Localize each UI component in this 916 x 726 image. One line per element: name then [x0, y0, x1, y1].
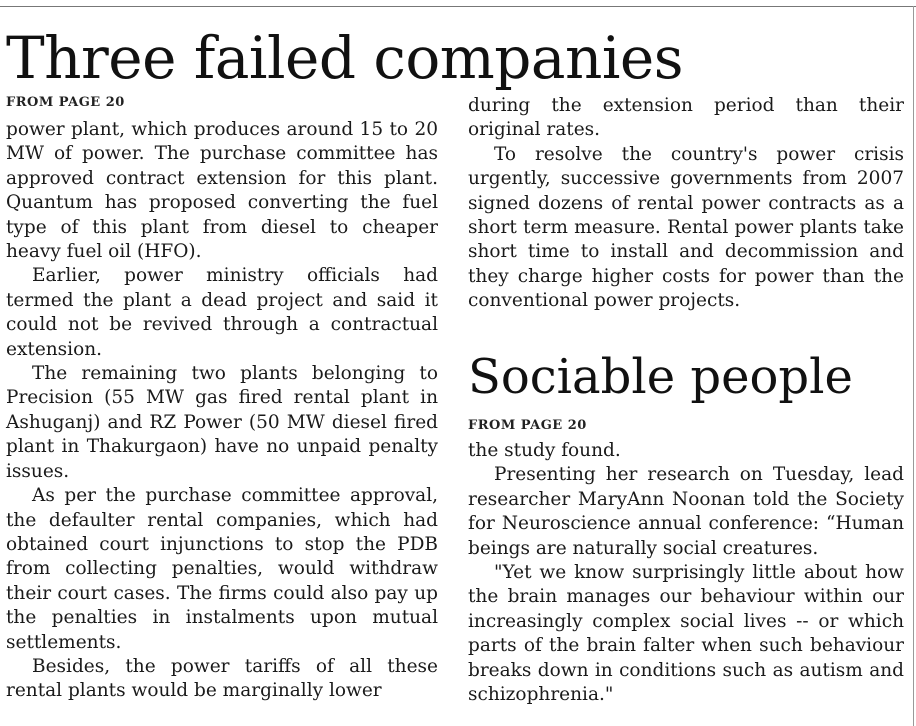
paragraph: As per the purchase committee approval, the defaulter rental companies, which had obtained court injunctions to stop the PDB from collecting penalties, would withdraw their court cases. The firms could also pay up the penalties in instalments upon mutual settlements.: [6, 485, 438, 653]
paragraph: Presenting her research on Tuesday, lead researcher MaryAnn Noonan told the Society for Neuroscience annual conference: “Human beings are naturally social creatures.: [468, 464, 904, 559]
paragraph: To resolve the country's power crisis urgently, successive governments from 2007 signed dozens of rental power contracts as a short term measure. Rental power plants take short time to install and decommission and they charge higher costs for power than the conventional power projects.: [468, 143, 904, 312]
paragraph: the study found.: [468, 440, 621, 461]
headline-sociable-people: Sociable people: [468, 349, 853, 405]
article1-left-column: [6, 118, 438, 704]
article1-right-column: [468, 94, 904, 314]
paragraph: Besides, the power tariffs of all these rental plants would be marginally lower: [6, 655, 438, 702]
headline-three-failed-companies: Three failed companies: [6, 24, 683, 92]
paragraph: Earlier, power ministry officials had termed the plant a dead project and said it could not be revived through a contractual extension.: [6, 265, 438, 360]
jump-line-article1: FROM PAGE 20: [6, 95, 125, 110]
paragraph: during the extension period than their original rates.: [468, 95, 904, 141]
paragraph: power plant, which produces around 15 to 20 MW of power. The purchase committee has approved contract extension for this plant. Quantum has proposed converting the fuel type of this plant from diesel to cheaper heavy fuel oil (HFO).: [6, 119, 438, 263]
top-rule: [0, 6, 916, 7]
right-column-rule: [913, 6, 914, 726]
paragraph: "Yet we know surprisingly little about how the brain manages our behaviour within our increasingly complex social lives -- or which parts of the brain falter when such behaviour breaks down in conditions such as autism and schizophrenia.": [468, 562, 904, 706]
jump-line-article2: FROM PAGE 20: [468, 418, 587, 433]
paragraph: The remaining two plants belonging to Precision (55 MW gas fired rental plant in Ashuganj) and RZ Power (50 MW diesel fired plant in Thakurgaon) have no unpaid penalty issues.: [6, 363, 438, 482]
article2-body: [468, 439, 904, 707]
